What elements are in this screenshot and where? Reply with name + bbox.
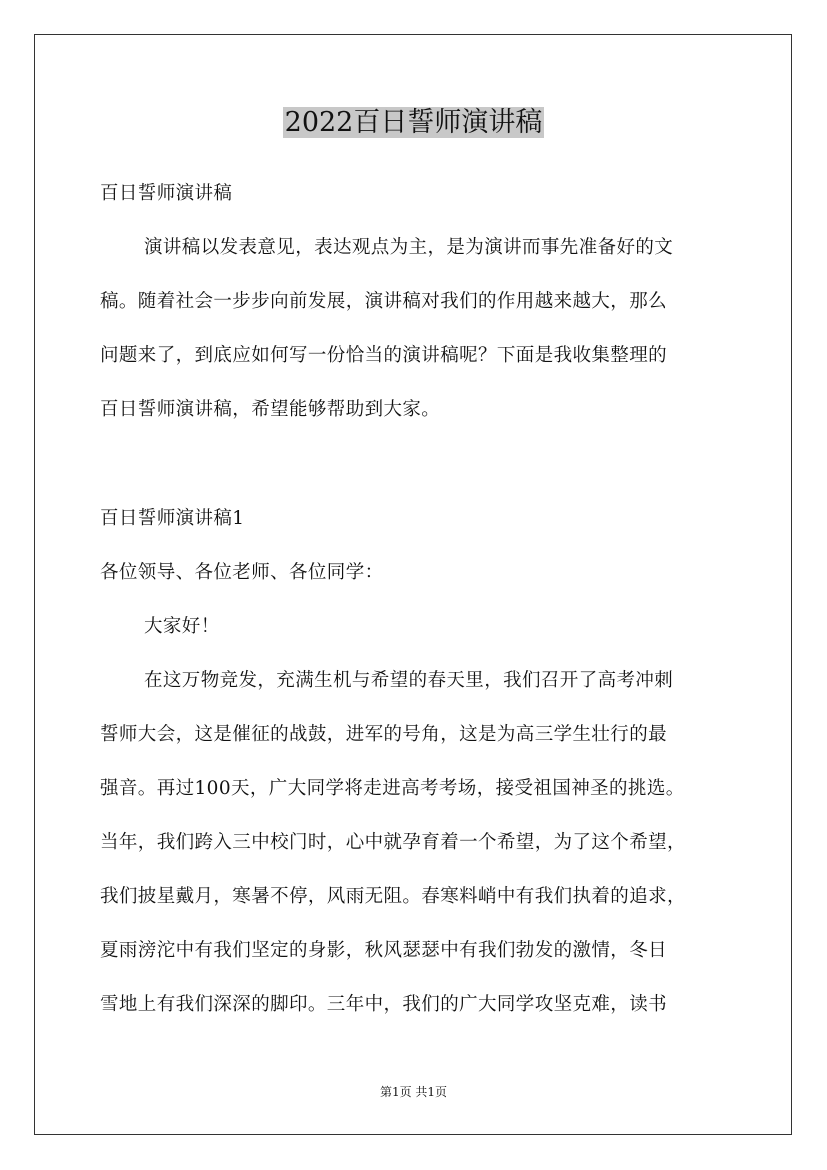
body-line-2: 誓师大会，这是催征的战鼓，进军的号角，这是为高三学生壮行的最: [100, 724, 668, 745]
greeting: 大家好！: [144, 616, 220, 637]
page-footer: 第1页 共1页: [379, 1085, 448, 1099]
intro-line-2: 稿。随着社会一步步向前发展，演讲稿对我们的作用越来越大，那么: [100, 291, 668, 312]
body-line-1: 在这万物竞发，充满生机与希望的春天里，我们召开了高考冲刺: [144, 670, 674, 691]
intro-line-3: 问题来了，到底应如何写一份恰当的演讲稿呢？下面是我收集整理的: [100, 345, 668, 366]
body-line-6: 夏雨滂沱中有我们坚定的身影，秋风瑟瑟中有我们勃发的激情，冬日: [100, 940, 668, 961]
section-heading: 百日誓师演讲稿1: [100, 508, 245, 529]
intro-line-4: 百日誓师演讲稿，希望能够帮助到大家。: [100, 399, 441, 420]
body-line-5: 我们披星戴月，寒暑不停，风雨无阻。春寒料峭中有我们执着的追求，: [100, 886, 686, 907]
intro-line-1: 演讲稿以发表意见，表达观点为主，是为演讲而事先准备好的文: [144, 237, 674, 258]
document-title: [0, 101, 827, 145]
body-line-3: 强音。再过100天，广大同学将走进高考考场，接受祖国神圣的挑选。: [100, 778, 685, 799]
subtitle: 百日誓师演讲稿: [100, 183, 233, 204]
salutation: 各位领导、各位老师、各位同学：: [100, 562, 384, 583]
document-title-text: 2022百日誓师演讲稿: [284, 107, 543, 138]
body-line-4: 当年，我们跨入三中校门时，心中就孕育着一个希望，为了这个希望，: [100, 832, 686, 853]
body-line-7: 雪地上有我们深深的脚印。三年中，我们的广大同学攻坚克难，读书: [100, 994, 668, 1015]
